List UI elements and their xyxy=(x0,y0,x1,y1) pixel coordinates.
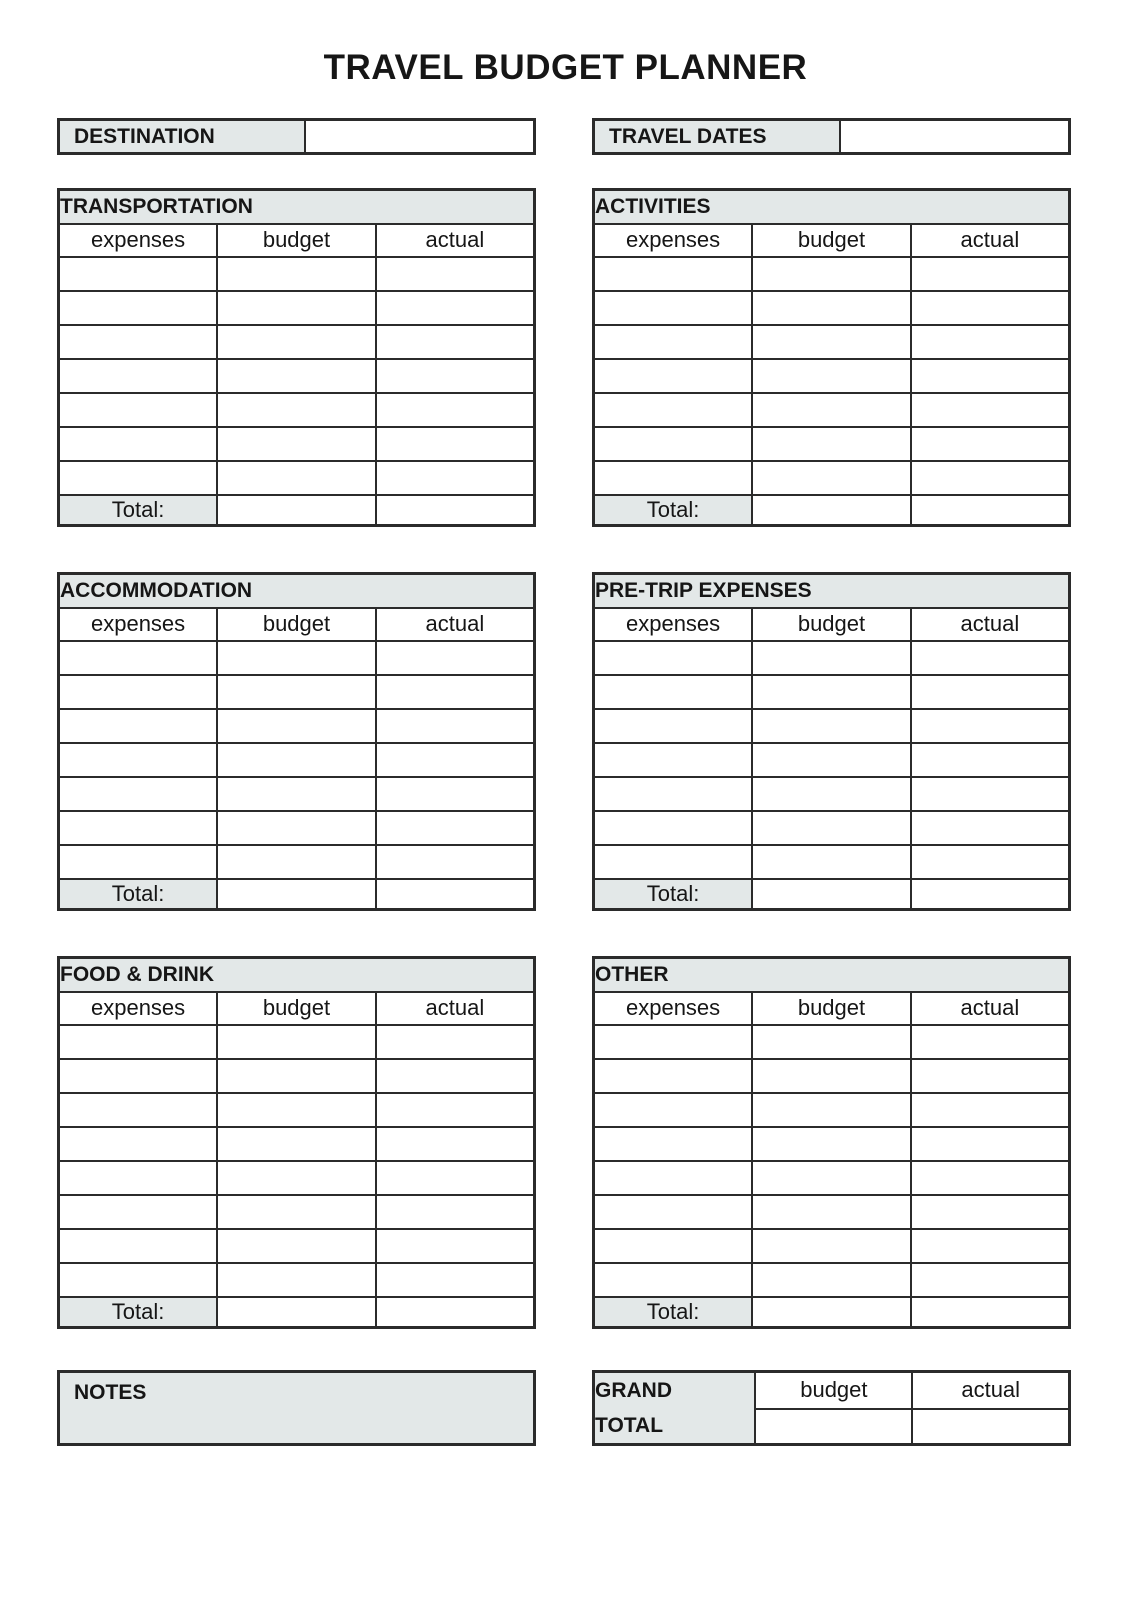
actual-input-cell[interactable] xyxy=(911,359,1070,393)
expense-row xyxy=(59,325,535,359)
total-row xyxy=(59,495,535,526)
expense-input-cell[interactable] xyxy=(594,777,753,811)
actual-input-cell[interactable] xyxy=(911,1161,1070,1195)
actual-input-cell[interactable] xyxy=(376,291,535,325)
expense-row xyxy=(594,359,1070,393)
expense-table-transportation xyxy=(57,188,536,527)
actual-input-cell[interactable] xyxy=(376,1127,535,1161)
expense-input-cell[interactable] xyxy=(59,1195,218,1229)
budget-input-cell[interactable] xyxy=(217,427,376,461)
expense-row xyxy=(594,1093,1070,1127)
expense-row xyxy=(59,743,535,777)
page-title: TRAVEL BUDGET PLANNER xyxy=(323,48,808,87)
expense-input-cell[interactable] xyxy=(59,427,218,461)
budget-input-cell[interactable] xyxy=(752,359,911,393)
actual-input-cell[interactable] xyxy=(376,257,535,291)
expense-input-cell[interactable] xyxy=(59,709,218,743)
budget-input-cell[interactable] xyxy=(752,1195,911,1229)
expense-row xyxy=(594,1263,1070,1297)
expense-input-cell[interactable] xyxy=(59,1093,218,1127)
expense-input-cell[interactable] xyxy=(59,359,218,393)
expense-row xyxy=(59,1263,535,1297)
column-header-row xyxy=(59,608,535,641)
expense-row xyxy=(59,1059,535,1093)
actual-input-cell[interactable] xyxy=(376,1059,535,1093)
column-header-actual: actual xyxy=(911,992,1070,1025)
grand-total-label-line1: GRAND xyxy=(595,1379,672,1402)
notes-box[interactable] xyxy=(57,1370,536,1446)
expense-table-activities xyxy=(592,188,1071,527)
expense-input-cell[interactable] xyxy=(594,811,753,845)
expense-row xyxy=(594,641,1070,675)
expense-input-cell[interactable] xyxy=(594,325,753,359)
total-actual-cell[interactable] xyxy=(376,1297,535,1328)
expense-row xyxy=(59,291,535,325)
budget-input-cell[interactable] xyxy=(752,743,911,777)
total-budget-cell[interactable] xyxy=(217,879,376,910)
actual-input-cell[interactable] xyxy=(376,743,535,777)
total-label: Total: xyxy=(59,1297,218,1328)
total-actual-cell[interactable] xyxy=(911,879,1070,910)
actual-input-cell[interactable] xyxy=(376,709,535,743)
column-header-row xyxy=(594,992,1070,1025)
destination-label: DESTINATION xyxy=(60,121,306,152)
budget-input-cell[interactable] xyxy=(217,1127,376,1161)
expense-row xyxy=(59,811,535,845)
column-header-row xyxy=(594,224,1070,257)
budget-input-cell[interactable] xyxy=(217,1229,376,1263)
expense-input-cell[interactable] xyxy=(594,1025,753,1059)
expense-row xyxy=(594,811,1070,845)
expense-row xyxy=(59,1195,535,1229)
column-header-budget: budget xyxy=(752,992,911,1025)
expense-row xyxy=(594,743,1070,777)
total-row xyxy=(59,1297,535,1328)
actual-input-cell[interactable] xyxy=(911,1025,1070,1059)
expense-row xyxy=(594,1025,1070,1059)
actual-input-cell[interactable] xyxy=(376,393,535,427)
travel-dates-label: TRAVEL DATES xyxy=(595,121,841,152)
expense-input-cell[interactable] xyxy=(59,675,218,709)
total-budget-cell[interactable] xyxy=(752,879,911,910)
expense-row xyxy=(59,257,535,291)
destination-value-cell[interactable] xyxy=(306,121,533,152)
actual-input-cell[interactable] xyxy=(376,777,535,811)
column-header-actual: actual xyxy=(376,608,535,641)
actual-input-cell[interactable] xyxy=(376,1025,535,1059)
total-actual-cell[interactable] xyxy=(376,879,535,910)
expense-input-cell[interactable] xyxy=(59,325,218,359)
expense-input-cell[interactable] xyxy=(594,1161,753,1195)
expense-input-cell[interactable] xyxy=(594,1127,753,1161)
expense-input-cell[interactable] xyxy=(594,743,753,777)
actual-input-cell[interactable] xyxy=(911,811,1070,845)
notes-label: NOTES xyxy=(74,1381,147,1404)
actual-input-cell[interactable] xyxy=(911,777,1070,811)
budget-input-cell[interactable] xyxy=(752,1059,911,1093)
expense-input-cell[interactable] xyxy=(594,1195,753,1229)
total-row xyxy=(594,495,1070,526)
budget-input-cell[interactable] xyxy=(217,1195,376,1229)
expense-input-cell[interactable] xyxy=(594,1229,753,1263)
column-header-row xyxy=(59,224,535,257)
expense-table-food-drink xyxy=(57,956,536,1329)
total-label: Total: xyxy=(594,1297,753,1328)
budget-input-cell[interactable] xyxy=(217,1025,376,1059)
expense-row xyxy=(59,359,535,393)
column-header-budget: budget xyxy=(217,224,376,257)
actual-input-cell[interactable] xyxy=(911,1093,1070,1127)
budget-input-cell[interactable] xyxy=(217,675,376,709)
expense-input-cell[interactable] xyxy=(59,1263,218,1297)
expense-input-cell[interactable] xyxy=(594,675,753,709)
budget-input-cell[interactable] xyxy=(752,1263,911,1297)
expense-row xyxy=(59,1229,535,1263)
expense-row xyxy=(59,641,535,675)
expense-input-cell[interactable] xyxy=(59,811,218,845)
column-header-budget: budget xyxy=(752,224,911,257)
actual-input-cell[interactable] xyxy=(911,427,1070,461)
budget-input-cell[interactable] xyxy=(752,811,911,845)
budget-input-cell[interactable] xyxy=(217,811,376,845)
actual-input-cell[interactable] xyxy=(911,641,1070,675)
budget-input-cell[interactable] xyxy=(752,641,911,675)
column-header-expenses: expenses xyxy=(594,608,753,641)
column-header-expenses: expenses xyxy=(594,992,753,1025)
grand-budget-value-cell[interactable] xyxy=(755,1409,912,1445)
column-header-row xyxy=(59,992,535,1025)
expense-table-pre-trip-expenses xyxy=(592,572,1071,911)
column-header-expenses: expenses xyxy=(594,224,753,257)
expense-input-cell[interactable] xyxy=(59,1161,218,1195)
expense-row xyxy=(594,427,1070,461)
actual-input-cell[interactable] xyxy=(376,641,535,675)
budget-input-cell[interactable] xyxy=(752,845,911,879)
total-actual-cell[interactable] xyxy=(911,495,1070,526)
bottom-row xyxy=(57,1370,1071,1446)
actual-input-cell[interactable] xyxy=(911,1059,1070,1093)
expense-input-cell[interactable] xyxy=(594,845,753,879)
expense-input-cell[interactable] xyxy=(59,1127,218,1161)
expense-row xyxy=(59,1093,535,1127)
section-title: TRANSPORTATION xyxy=(59,190,535,224)
grand-actual-header: actual xyxy=(912,1372,1069,1409)
expense-row xyxy=(59,1161,535,1195)
total-label: Total: xyxy=(594,879,753,910)
total-actual-cell[interactable] xyxy=(376,495,535,526)
expense-input-cell[interactable] xyxy=(59,461,218,495)
budget-input-cell[interactable] xyxy=(752,709,911,743)
column-header-row xyxy=(594,608,1070,641)
total-row xyxy=(59,879,535,910)
travel-dates-value-cell[interactable] xyxy=(841,121,1068,152)
section-title: OTHER xyxy=(594,958,1070,992)
actual-input-cell[interactable] xyxy=(376,1195,535,1229)
expense-input-cell[interactable] xyxy=(59,743,218,777)
destination-field xyxy=(57,118,536,155)
expense-row xyxy=(594,1195,1070,1229)
expense-input-cell[interactable] xyxy=(594,359,753,393)
column-header-budget: budget xyxy=(217,992,376,1025)
expense-input-cell[interactable] xyxy=(59,1229,218,1263)
expense-row xyxy=(594,709,1070,743)
actual-input-cell[interactable] xyxy=(376,675,535,709)
actual-input-cell[interactable] xyxy=(911,461,1070,495)
actual-input-cell[interactable] xyxy=(376,1161,535,1195)
section-title: PRE-TRIP EXPENSES xyxy=(594,574,1070,608)
actual-input-cell[interactable] xyxy=(911,1229,1070,1263)
column-header-actual: actual xyxy=(376,992,535,1025)
budget-input-cell[interactable] xyxy=(752,291,911,325)
section-title: FOOD & DRINK xyxy=(59,958,535,992)
expense-input-cell[interactable] xyxy=(59,393,218,427)
expense-row xyxy=(59,845,535,879)
expense-row xyxy=(59,427,535,461)
total-label: Total: xyxy=(59,495,218,526)
budget-input-cell[interactable] xyxy=(217,1161,376,1195)
actual-input-cell[interactable] xyxy=(911,393,1070,427)
budget-input-cell[interactable] xyxy=(752,325,911,359)
column-header-actual: actual xyxy=(911,608,1070,641)
section-title: ACTIVITIES xyxy=(594,190,1070,224)
total-label: Total: xyxy=(59,879,218,910)
grand-total-label-line2: TOTAL xyxy=(595,1414,664,1437)
actual-input-cell[interactable] xyxy=(376,461,535,495)
actual-input-cell[interactable] xyxy=(911,1127,1070,1161)
budget-input-cell[interactable] xyxy=(217,257,376,291)
budget-input-cell[interactable] xyxy=(752,675,911,709)
expense-row xyxy=(594,1059,1070,1093)
grand-actual-value-cell[interactable] xyxy=(912,1409,1069,1445)
actual-input-cell[interactable] xyxy=(911,675,1070,709)
expense-input-cell[interactable] xyxy=(594,641,753,675)
budget-input-cell[interactable] xyxy=(752,427,911,461)
actual-input-cell[interactable] xyxy=(376,1263,535,1297)
expense-input-cell[interactable] xyxy=(594,393,753,427)
budget-input-cell[interactable] xyxy=(752,393,911,427)
expense-row xyxy=(594,461,1070,495)
actual-input-cell[interactable] xyxy=(376,845,535,879)
budget-input-cell[interactable] xyxy=(217,1093,376,1127)
expense-table-accommodation xyxy=(57,572,536,911)
expense-input-cell[interactable] xyxy=(594,709,753,743)
actual-input-cell[interactable] xyxy=(911,257,1070,291)
expense-row xyxy=(59,1127,535,1161)
grand-budget-header: budget xyxy=(755,1372,912,1409)
expense-input-cell[interactable] xyxy=(594,1059,753,1093)
actual-input-cell[interactable] xyxy=(911,1263,1070,1297)
expense-input-cell[interactable] xyxy=(59,1025,218,1059)
travel-dates-field xyxy=(592,118,1071,155)
budget-input-cell[interactable] xyxy=(217,845,376,879)
expense-table-other xyxy=(592,956,1071,1329)
expense-input-cell[interactable] xyxy=(594,427,753,461)
actual-input-cell[interactable] xyxy=(911,325,1070,359)
budget-input-cell[interactable] xyxy=(217,1263,376,1297)
budget-input-cell[interactable] xyxy=(752,1093,911,1127)
expense-input-cell[interactable] xyxy=(59,845,218,879)
budget-input-cell[interactable] xyxy=(217,393,376,427)
actual-input-cell[interactable] xyxy=(376,359,535,393)
total-label: Total: xyxy=(594,495,753,526)
budget-input-cell[interactable] xyxy=(217,291,376,325)
column-header-expenses: expenses xyxy=(59,992,218,1025)
total-budget-cell[interactable] xyxy=(752,1297,911,1328)
budget-input-cell[interactable] xyxy=(752,461,911,495)
budget-input-cell[interactable] xyxy=(217,359,376,393)
section-title: ACCOMMODATION xyxy=(59,574,535,608)
grand-total-table xyxy=(592,1370,1071,1446)
expense-row xyxy=(594,257,1070,291)
expense-input-cell[interactable] xyxy=(59,257,218,291)
column-header-budget: budget xyxy=(217,608,376,641)
column-header-expenses: expenses xyxy=(59,224,218,257)
total-budget-cell[interactable] xyxy=(217,1297,376,1328)
expense-row xyxy=(594,777,1070,811)
expense-row xyxy=(594,1161,1070,1195)
actual-input-cell[interactable] xyxy=(376,811,535,845)
total-budget-cell[interactable] xyxy=(752,495,911,526)
expense-row xyxy=(594,291,1070,325)
budget-input-cell[interactable] xyxy=(752,1025,911,1059)
total-actual-cell[interactable] xyxy=(911,1297,1070,1328)
expense-row xyxy=(594,393,1070,427)
actual-input-cell[interactable] xyxy=(911,291,1070,325)
actual-input-cell[interactable] xyxy=(376,1229,535,1263)
total-budget-cell[interactable] xyxy=(217,495,376,526)
budget-input-cell[interactable] xyxy=(752,1127,911,1161)
column-header-expenses: expenses xyxy=(59,608,218,641)
expense-input-cell[interactable] xyxy=(594,461,753,495)
column-header-actual: actual xyxy=(376,224,535,257)
expense-input-cell[interactable] xyxy=(594,1093,753,1127)
expense-row xyxy=(59,777,535,811)
budget-input-cell[interactable] xyxy=(217,777,376,811)
actual-input-cell[interactable] xyxy=(911,845,1070,879)
budget-input-cell[interactable] xyxy=(217,461,376,495)
top-fields-row xyxy=(57,118,1071,155)
expense-row xyxy=(594,325,1070,359)
expense-row xyxy=(59,1025,535,1059)
budget-input-cell[interactable] xyxy=(217,325,376,359)
expense-row xyxy=(594,845,1070,879)
expense-row xyxy=(59,461,535,495)
budget-input-cell[interactable] xyxy=(217,709,376,743)
actual-input-cell[interactable] xyxy=(911,1195,1070,1229)
budget-input-cell[interactable] xyxy=(217,743,376,777)
expense-tables-grid xyxy=(57,188,1071,1329)
actual-input-cell[interactable] xyxy=(911,709,1070,743)
grand-total-label xyxy=(594,1372,756,1445)
expense-input-cell[interactable] xyxy=(594,291,753,325)
actual-input-cell[interactable] xyxy=(376,325,535,359)
expense-row xyxy=(59,393,535,427)
actual-input-cell[interactable] xyxy=(376,1093,535,1127)
expense-row xyxy=(594,1127,1070,1161)
actual-input-cell[interactable] xyxy=(376,427,535,461)
expense-input-cell[interactable] xyxy=(59,641,218,675)
column-header-budget: budget xyxy=(752,608,911,641)
expense-row xyxy=(594,1229,1070,1263)
actual-input-cell[interactable] xyxy=(911,743,1070,777)
budget-input-cell[interactable] xyxy=(217,641,376,675)
expense-row xyxy=(594,675,1070,709)
expense-input-cell[interactable] xyxy=(59,777,218,811)
total-row xyxy=(594,879,1070,910)
budget-input-cell[interactable] xyxy=(217,1059,376,1093)
budget-input-cell[interactable] xyxy=(752,257,911,291)
expense-input-cell[interactable] xyxy=(59,1059,218,1093)
expense-input-cell[interactable] xyxy=(594,1263,753,1297)
column-header-actual: actual xyxy=(911,224,1070,257)
expense-input-cell[interactable] xyxy=(594,257,753,291)
expense-row xyxy=(59,675,535,709)
expense-input-cell[interactable] xyxy=(59,291,218,325)
total-row xyxy=(594,1297,1070,1328)
expense-row xyxy=(59,709,535,743)
budget-input-cell[interactable] xyxy=(752,1229,911,1263)
budget-input-cell[interactable] xyxy=(752,1161,911,1195)
budget-input-cell[interactable] xyxy=(752,777,911,811)
